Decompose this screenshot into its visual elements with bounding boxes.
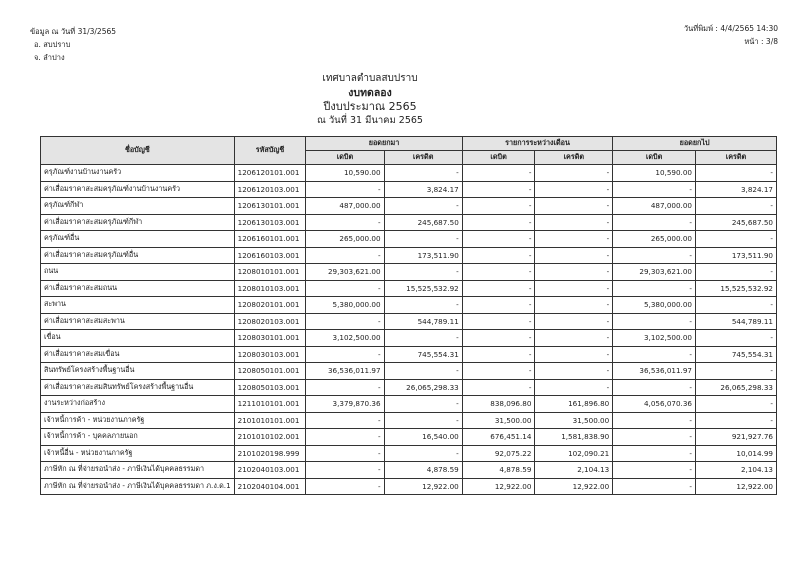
month-debit-cell: - [462, 379, 535, 396]
carried-forward-header: ยอดยกไป [613, 137, 777, 151]
account-code-cell: 2101010102.001 [234, 429, 306, 446]
carried-credit-cell: - [695, 264, 776, 281]
month-debit-cell: 31,500.00 [462, 412, 535, 429]
brought-credit-cell: 16,540.00 [384, 429, 462, 446]
brought-debit-cell: - [306, 379, 384, 396]
account-name-cell: ภาษีหัก ณ ที่จ่ายรอนำส่ง - ภาษีเงินได้บุคคลธรรมดา [41, 462, 235, 479]
month-credit-cell: 2,104.13 [535, 462, 613, 479]
carried-credit-cell: 2,104.13 [695, 462, 776, 479]
report-header [200, 72, 540, 128]
table-row [41, 198, 777, 215]
month-debit-cell: - [462, 214, 535, 231]
account-name-cell: เขื่อน [41, 330, 235, 347]
account-name-cell: ค่าเสื่อมราคาสะสมถนน [41, 280, 235, 297]
account-code-header: รหัสบัญชี [234, 137, 306, 165]
carried-credit-cell: 3,824.17 [695, 181, 776, 198]
month-debit-cell: - [462, 363, 535, 380]
month-credit-cell: - [535, 181, 613, 198]
brought-debit-cell: 3,102,500.00 [306, 330, 384, 347]
carried-credit-cell: - [695, 165, 776, 182]
table-row [41, 462, 777, 479]
brought-credit-cell: 3,824.17 [384, 181, 462, 198]
account-name-cell: เจ้าหนี้อื่น - หน่วยงานภาครัฐ [41, 445, 235, 462]
table-row [41, 165, 777, 182]
debit-header: เดบิต [306, 151, 384, 165]
brought-debit-cell: - [306, 346, 384, 363]
table-row [41, 445, 777, 462]
carried-debit-cell: - [613, 445, 696, 462]
month-credit-cell: 1,581,838.90 [535, 429, 613, 446]
month-credit-cell: 161,896.80 [535, 396, 613, 413]
account-name-cell: ค่าเสื่อมราคาสะสมครุภัณฑ์อื่น [41, 247, 235, 264]
carried-credit-cell: - [695, 412, 776, 429]
carried-debit-cell: 5,380,000.00 [613, 297, 696, 314]
account-code-cell: 1208010103.001 [234, 280, 306, 297]
month-debit-cell: - [462, 165, 535, 182]
month-credit-cell: - [535, 198, 613, 215]
as-of-date-note: ข้อมูล ณ วันที่ 31/3/2565 [30, 27, 117, 36]
print-timestamp: วันที่พิมพ์ : 4/4/2565 14:30 [683, 24, 778, 33]
brought-debit-cell: - [306, 280, 384, 297]
account-name-cell: ถนน [41, 264, 235, 281]
carried-credit-cell: 544,789.11 [695, 313, 776, 330]
carried-credit-cell: - [695, 363, 776, 380]
account-code-cell: 1208020103.001 [234, 313, 306, 330]
carried-credit-cell: 26,065,298.33 [695, 379, 776, 396]
month-credit-cell: - [535, 363, 613, 380]
brought-credit-cell: 173,511.90 [384, 247, 462, 264]
month-credit-cell: - [535, 280, 613, 297]
month-credit-cell: - [535, 165, 613, 182]
carried-debit-cell: 265,000.00 [613, 231, 696, 248]
account-code-cell: 2102040103.001 [234, 462, 306, 479]
brought-credit-cell: 26,065,298.33 [384, 379, 462, 396]
account-name-cell: ค่าเสื่อมราคาสะสมครุภัณฑ์งานบ้านงานครัว [41, 181, 235, 198]
account-code-cell: 1208050103.001 [234, 379, 306, 396]
brought-credit-cell: - [384, 297, 462, 314]
month-credit-cell: - [535, 330, 613, 347]
account-name-cell: สินทรัพย์โครงสร้างพื้นฐานอื่น [41, 363, 235, 380]
month-credit-cell: - [535, 214, 613, 231]
month-debit-cell: - [462, 330, 535, 347]
carried-debit-cell: - [613, 478, 696, 495]
account-name-cell: สะพาน [41, 297, 235, 314]
month-credit-cell: 12,922.00 [535, 478, 613, 495]
brought-credit-cell: - [384, 231, 462, 248]
table-row [41, 478, 777, 495]
district-label: อ. สบปราบ [34, 40, 71, 49]
brought-forward-header: ยอดยกมา [306, 137, 462, 151]
brought-debit-cell: 487,000.00 [306, 198, 384, 215]
brought-credit-cell: 745,554.31 [384, 346, 462, 363]
organization-name: เทศบาลตำบลสบปราบ [322, 73, 418, 84]
table-header-row [41, 137, 777, 151]
account-name-cell: งานระหว่างก่อสร้าง [41, 396, 235, 413]
carried-credit-cell: 12,922.00 [695, 478, 776, 495]
account-code-cell: 1206160101.001 [234, 231, 306, 248]
account-name-cell: ค่าเสื่อมราคาสะสมเขื่อน [41, 346, 235, 363]
carried-debit-cell: 29,303,621.00 [613, 264, 696, 281]
brought-debit-cell: - [306, 412, 384, 429]
brought-debit-cell: 29,303,621.00 [306, 264, 384, 281]
brought-debit-cell: - [306, 247, 384, 264]
brought-debit-cell: - [306, 429, 384, 446]
carried-debit-cell: 4,056,070.36 [613, 396, 696, 413]
carried-debit-cell: - [613, 214, 696, 231]
carried-credit-cell: - [695, 330, 776, 347]
table-body [41, 165, 777, 495]
table-row [41, 214, 777, 231]
carried-credit-cell: 921,927.76 [695, 429, 776, 446]
account-code-cell: 1208030103.001 [234, 346, 306, 363]
month-debit-cell: - [462, 346, 535, 363]
month-debit-cell: 4,878.59 [462, 462, 535, 479]
table-row [41, 264, 777, 281]
account-code-cell: 1206160103.001 [234, 247, 306, 264]
table-row [41, 379, 777, 396]
month-debit-cell: - [462, 247, 535, 264]
carried-credit-cell: - [695, 198, 776, 215]
month-debit-cell: 676,451.14 [462, 429, 535, 446]
account-name-cell: ครุภัณฑ์อื่น [41, 231, 235, 248]
brought-debit-cell: 3,379,870.36 [306, 396, 384, 413]
month-debit-cell: 12,922.00 [462, 478, 535, 495]
brought-credit-cell: 4,878.59 [384, 462, 462, 479]
month-credit-cell: - [535, 247, 613, 264]
account-code-cell: 1208010101.001 [234, 264, 306, 281]
month-debit-cell: - [462, 264, 535, 281]
brought-credit-cell: 12,922.00 [384, 478, 462, 495]
brought-credit-cell: - [384, 363, 462, 380]
month-credit-cell: - [535, 313, 613, 330]
credit-header: เครดิต [535, 151, 613, 165]
carried-debit-cell: - [613, 313, 696, 330]
table-row [41, 297, 777, 314]
account-code-cell: 1208030101.001 [234, 330, 306, 347]
carried-debit-cell: 3,102,500.00 [613, 330, 696, 347]
month-debit-cell: - [462, 313, 535, 330]
debit-header: เดบิต [462, 151, 535, 165]
carried-debit-cell: - [613, 462, 696, 479]
table-row [41, 181, 777, 198]
month-transactions-header: รายการระหว่างเดือน [462, 137, 612, 151]
month-credit-cell: - [535, 297, 613, 314]
account-name-cell: เจ้าหนี้การค้า - บุคคลภายนอก [41, 429, 235, 446]
carried-credit-cell: 15,525,532.92 [695, 280, 776, 297]
carried-credit-cell: 745,554.31 [695, 346, 776, 363]
table-row [41, 396, 777, 413]
carried-credit-cell: - [695, 231, 776, 248]
carried-debit-cell: 10,590.00 [613, 165, 696, 182]
account-code-cell: 1211010101.001 [234, 396, 306, 413]
brought-credit-cell: 15,525,532.92 [384, 280, 462, 297]
brought-credit-cell: - [384, 198, 462, 215]
month-debit-cell: - [462, 297, 535, 314]
carried-debit-cell: - [613, 247, 696, 264]
report-date: ณ วันที่ 31 มีนาคม 2565 [317, 115, 423, 126]
province-label: จ. ลำปาง [34, 53, 65, 62]
table-row [41, 313, 777, 330]
table-row [41, 247, 777, 264]
brought-debit-cell: - [306, 181, 384, 198]
month-credit-cell: 31,500.00 [535, 412, 613, 429]
month-debit-cell: - [462, 280, 535, 297]
brought-debit-cell: - [306, 214, 384, 231]
account-code-cell: 1206120101.001 [234, 165, 306, 182]
brought-debit-cell: 5,380,000.00 [306, 297, 384, 314]
account-code-cell: 2102040104.001 [234, 478, 306, 495]
report-title: งบทดลอง [348, 87, 392, 99]
account-code-cell: 1208020101.001 [234, 297, 306, 314]
carried-credit-cell: - [695, 297, 776, 314]
brought-credit-cell: 544,789.11 [384, 313, 462, 330]
carried-debit-cell: - [613, 412, 696, 429]
brought-credit-cell: - [384, 396, 462, 413]
account-code-cell: 2101010101.001 [234, 412, 306, 429]
table-row [41, 280, 777, 297]
carried-credit-cell: 173,511.90 [695, 247, 776, 264]
carried-credit-cell: 10,014.99 [695, 445, 776, 462]
account-code-cell: 1208050101.001 [234, 363, 306, 380]
credit-header: เครดิต [695, 151, 776, 165]
table-row [41, 346, 777, 363]
carried-debit-cell: - [613, 429, 696, 446]
account-code-cell: 1206130101.001 [234, 198, 306, 215]
carried-debit-cell: - [613, 181, 696, 198]
account-code-cell: 1206130103.001 [234, 214, 306, 231]
page-number: หน้า : 3/8 [744, 37, 778, 46]
month-debit-cell: 92,075.22 [462, 445, 535, 462]
carried-credit-cell: - [695, 396, 776, 413]
account-name-header: ชื่อบัญชี [41, 137, 235, 165]
brought-debit-cell: 265,000.00 [306, 231, 384, 248]
fiscal-year: ปีงบประมาณ 2565 [323, 100, 417, 113]
brought-credit-cell: - [384, 165, 462, 182]
credit-header: เครดิต [384, 151, 462, 165]
account-code-cell: 1206120103.001 [234, 181, 306, 198]
account-name-cell: ค่าเสื่อมราคาสะสมครุภัณฑ์กีฬา [41, 214, 235, 231]
month-credit-cell: - [535, 231, 613, 248]
month-debit-cell: - [462, 198, 535, 215]
brought-debit-cell: 10,590.00 [306, 165, 384, 182]
carried-debit-cell: 36,536,011.97 [613, 363, 696, 380]
month-credit-cell: - [535, 379, 613, 396]
brought-credit-cell: - [384, 264, 462, 281]
brought-credit-cell: - [384, 445, 462, 462]
month-debit-cell: - [462, 181, 535, 198]
brought-debit-cell: - [306, 462, 384, 479]
brought-credit-cell: - [384, 412, 462, 429]
month-credit-cell: - [535, 264, 613, 281]
carried-debit-cell: - [613, 346, 696, 363]
table-row [41, 363, 777, 380]
table-row [41, 231, 777, 248]
brought-debit-cell: - [306, 478, 384, 495]
account-name-cell: เจ้าหนี้การค้า - หน่วยงานภาครัฐ [41, 412, 235, 429]
table-row [41, 412, 777, 429]
brought-credit-cell: 245,687.50 [384, 214, 462, 231]
account-name-cell: ค่าเสื่อมราคาสะสมสินทรัพย์โครงสร้างพื้นฐานอื่น [41, 379, 235, 396]
account-name-cell: ภาษีหัก ณ ที่จ่ายรอนำส่ง - ภาษีเงินได้บุคคลธรรมดา ภ.ง.ด.1 [41, 478, 235, 495]
account-name-cell: ครุภัณฑ์กีฬา [41, 198, 235, 215]
month-credit-cell: - [535, 346, 613, 363]
brought-credit-cell: - [384, 330, 462, 347]
month-debit-cell: - [462, 231, 535, 248]
table-row [41, 330, 777, 347]
account-name-cell: ครุภัณฑ์งานบ้านงานครัว [41, 165, 235, 182]
trial-balance-table [40, 136, 777, 495]
month-debit-cell: 838,096.80 [462, 396, 535, 413]
carried-credit-cell: 245,687.50 [695, 214, 776, 231]
table-row [41, 429, 777, 446]
account-name-cell: ค่าเสื่อมราคาสะสมสะพาน [41, 313, 235, 330]
brought-debit-cell: 36,536,011.97 [306, 363, 384, 380]
debit-header: เดบิต [613, 151, 696, 165]
carried-debit-cell: - [613, 379, 696, 396]
account-code-cell: 2101020198.999 [234, 445, 306, 462]
carried-debit-cell: 487,000.00 [613, 198, 696, 215]
carried-debit-cell: - [613, 280, 696, 297]
brought-debit-cell: - [306, 313, 384, 330]
brought-debit-cell: - [306, 445, 384, 462]
month-credit-cell: 102,090.21 [535, 445, 613, 462]
